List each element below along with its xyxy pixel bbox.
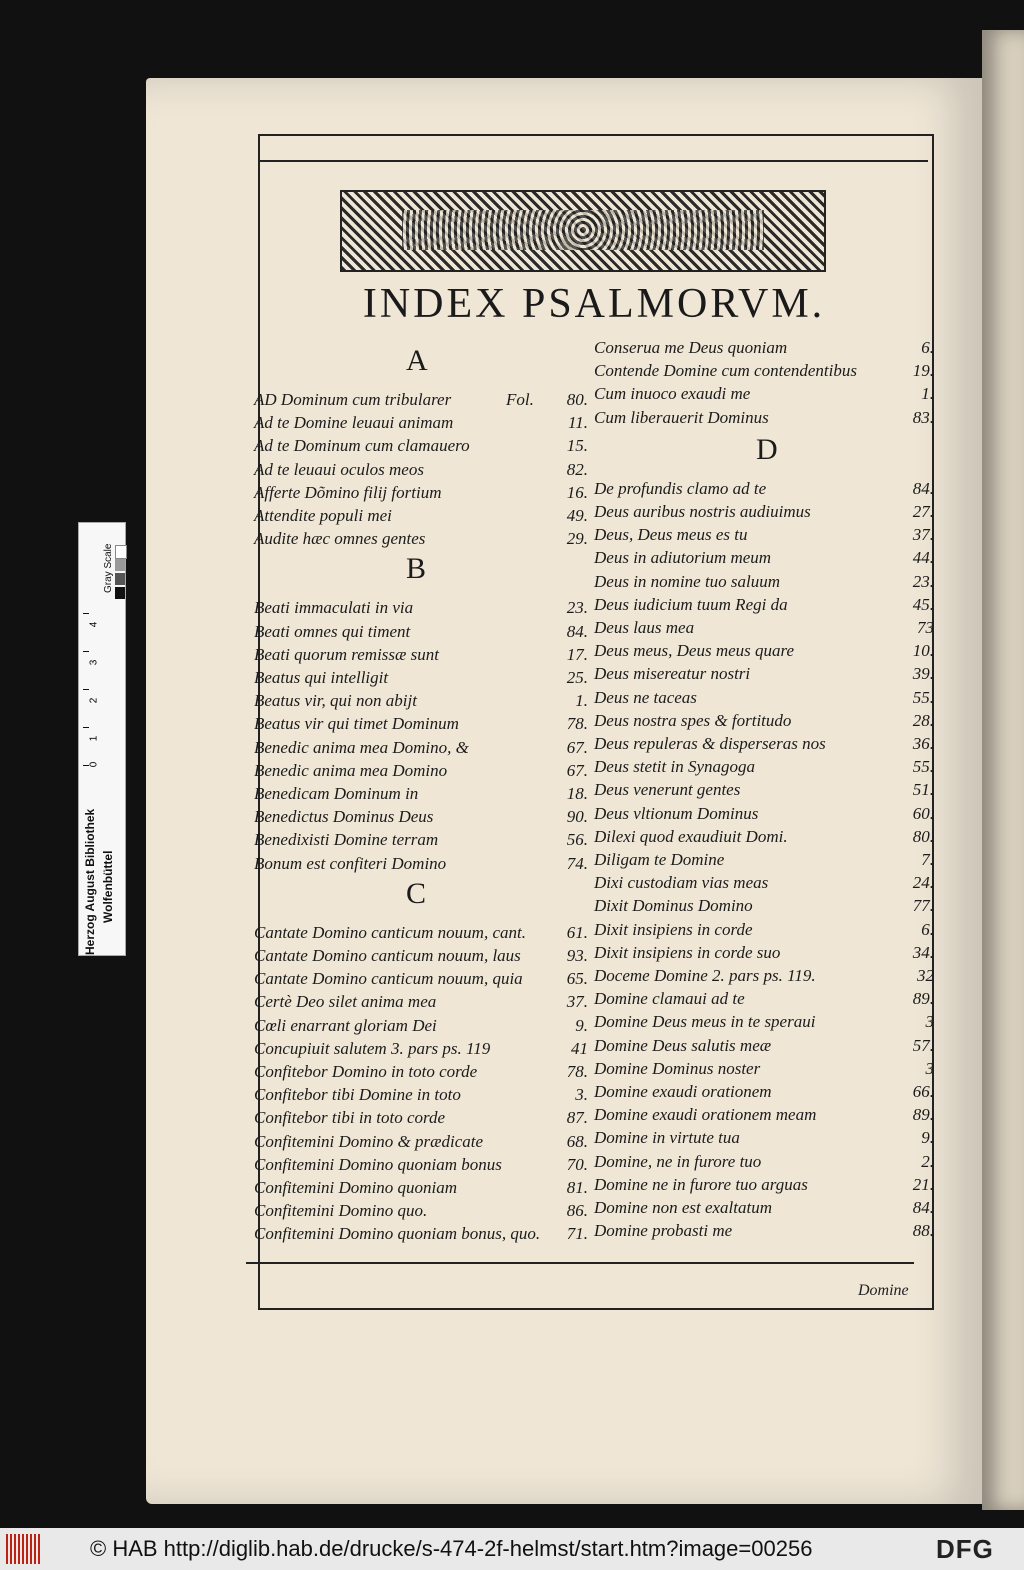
index-entry: Beatus vir, qui non abijt <box>254 691 417 711</box>
folio-number: 44. <box>912 548 934 568</box>
folio-number: 32 <box>917 966 934 985</box>
folio-number: 84. <box>912 478 934 498</box>
folio-number: 83. <box>912 407 934 427</box>
folio-label: Fol. <box>506 390 534 409</box>
folio-number: 66. <box>912 1082 934 1101</box>
folio-number: 2. <box>921 1151 934 1171</box>
index-entry: Benedictus Dominus Deus <box>254 807 434 827</box>
index-entry: Confitebor tibi Domine in toto <box>254 1085 461 1105</box>
index-entry: Domine exaudi orationem meam <box>594 1105 817 1125</box>
index-entry: Attendite populi mei <box>254 506 392 525</box>
index-entry: Domine probasti me <box>594 1221 733 1241</box>
folio-number: 61. <box>566 922 588 942</box>
folio-number: 6. <box>921 919 934 939</box>
adjacent-page-edge <box>982 30 1024 1510</box>
index-entry: Dixit Dominus Domino <box>594 896 753 916</box>
folio-number: 15. <box>566 436 588 456</box>
index-entry: Deus meus, Deus meus quare <box>594 641 795 661</box>
index-entry: Confitebor Domino in toto corde <box>254 1062 478 1081</box>
index-entry: Beati omnes qui timent <box>254 621 411 641</box>
index-entry: Deus misereatur nostri <box>594 664 751 684</box>
section-letter-a: A <box>406 344 428 377</box>
index-entry: Deus stetit in Synagoga <box>594 757 756 777</box>
folio-number: 9. <box>921 1128 934 1148</box>
index-entry: Bonum est confiteri Domino <box>254 853 447 873</box>
folio-number: 1. <box>575 691 588 711</box>
folio-number: 34. <box>912 942 934 962</box>
folio-number: 7. <box>921 850 934 869</box>
folio-number: 70. <box>566 1154 588 1174</box>
folio-number: 19. <box>912 361 934 381</box>
section-letter-d: D <box>756 432 778 466</box>
folio-number: 67. <box>566 737 588 757</box>
source-credit-link[interactable]: © HAB http://diglib.hab.de/drucke/s-474-2f-helmst/start.htm?image=00256 <box>90 1536 813 1561</box>
folio-number: 23. <box>912 571 934 591</box>
folio-number: 87. <box>566 1108 588 1128</box>
folio-number: 51. <box>912 780 934 800</box>
section-letter-b: B <box>406 552 427 586</box>
folio-number: 84. <box>912 1198 934 1217</box>
folio-number: 10. <box>912 641 934 661</box>
folio-number: 25. <box>566 668 588 687</box>
index-entry: Cantate Domino canticum nouum, cant. <box>254 922 526 942</box>
index-entry: Cœli enarrant gloriam Dei <box>254 1015 437 1035</box>
dfg-logo: DFG <box>936 1534 994 1564</box>
folio-number: 3 <box>925 1012 934 1032</box>
index-entry: Beatus qui intelligit <box>254 668 389 687</box>
folio-number: 57. <box>912 1035 934 1055</box>
folio-number: 49. <box>566 506 588 525</box>
index-entry: Conserua me Deus quoniam <box>594 338 788 357</box>
index-entry: Concupiuit salutem 3. pars ps. 119 <box>254 1038 491 1058</box>
ruler-tick-2: 2 <box>88 697 100 704</box>
index-entry: Confitemini Domino & prædicate <box>254 1131 484 1151</box>
index-entry: Domine Dominus noster <box>594 1058 761 1078</box>
index-entry: Domine non est exaltatum <box>594 1198 772 1217</box>
footer-bar <box>0 1528 1024 1570</box>
index-entry: Deus ne taceas <box>594 687 697 707</box>
folio-number: 86. <box>566 1201 588 1221</box>
folio-number: 73 <box>917 618 934 637</box>
ruler-tick-1: 1 <box>88 735 100 742</box>
folio-number: 90. <box>566 807 588 827</box>
index-entry: Confitemini Domino quoniam <box>254 1178 458 1197</box>
index-entry: Benedicam Dominum in <box>254 784 419 803</box>
folio-number: 56. <box>566 830 588 850</box>
folio-number: 11. <box>568 413 588 433</box>
folio-number: 81. <box>566 1178 588 1197</box>
folio-number: 16. <box>566 482 588 502</box>
index-entry: Dilexi quod exaudiuit Domi. <box>594 826 788 846</box>
index-entry: Ad te Dominum cum clamauero <box>254 436 470 456</box>
index-entry: Audite hæc omnes gentes <box>254 529 426 549</box>
index-entry: Ad te leuaui oculos meos <box>254 459 424 479</box>
index-entry: Deus iudicium tuum Regi da <box>594 594 788 614</box>
index-entry: Deus in adiutorium meum <box>594 548 772 568</box>
index-entry: Benedixisti Domine terram <box>254 830 439 850</box>
folio-number: 68. <box>566 1131 588 1151</box>
section-letter-c: C <box>406 876 427 910</box>
index-entry: Deus in nomine tuo saluum <box>594 571 781 591</box>
folio-number: 80. <box>566 390 588 409</box>
institution-city: Wolfenbüttel <box>101 850 115 923</box>
index-entry: Confitemini Domino quo. <box>254 1201 428 1221</box>
index-entry: Confitebor tibi in toto corde <box>254 1108 446 1128</box>
gray-swatch <box>115 559 125 571</box>
folio-number: 67. <box>566 760 588 780</box>
index-entry: Deus repuleras & dispersеras nos <box>594 734 826 753</box>
index-entry: Benedic anima mea Domino, & <box>254 737 469 757</box>
folio-number: 89. <box>912 989 934 1009</box>
index-entry: Cum liberauerit Dominus <box>594 407 769 427</box>
catchword: Domine <box>858 1282 909 1299</box>
folio-number: 28. <box>912 710 934 730</box>
index-entry: Domine in virtute tua <box>594 1128 740 1148</box>
index-entry: Contende Domine cum contendentibus <box>594 361 857 381</box>
folio-number: 1. <box>921 384 934 404</box>
institution-name: Herzog August Bibliothek <box>83 808 97 955</box>
folio-number: 3 <box>925 1058 934 1078</box>
index-entry: Dixi custodiam vias meas <box>594 873 769 893</box>
white-swatch <box>115 545 127 559</box>
index-entry: Domine Deus salutis meæ <box>594 1035 772 1055</box>
index-entry: Beati immaculati in via <box>254 598 414 618</box>
index-entry: Confitemini Domino quoniam bonus, quo. <box>254 1224 541 1244</box>
folio-number: 17. <box>566 644 588 664</box>
folio-number: 41 <box>571 1038 588 1058</box>
folio-number: 82. <box>566 459 588 479</box>
index-entry: Deus auribus nostris audiuimus <box>594 502 811 521</box>
gray-scale-label: Gray Scale <box>103 543 114 593</box>
index-entry: Certè Deo silet anima mea <box>254 992 437 1012</box>
ruler-tick-4: 4 <box>88 621 100 628</box>
gray-scale-ruler <box>78 522 126 956</box>
index-entry: Cantate Domino canticum nouum, laus <box>254 946 521 965</box>
folio-number: 9. <box>575 1015 588 1035</box>
index-entry: Ad te Domine leuaui animam <box>254 413 454 433</box>
folio-number: 39. <box>912 664 934 684</box>
folio-number: 24. <box>912 873 934 893</box>
folio-number: 45. <box>912 594 934 614</box>
index-entry: Domine exaudi orationem <box>594 1082 772 1101</box>
index-entry: Domine Deus meus in te speraui <box>594 1012 816 1032</box>
index-entry: Domine, ne in furore tuo <box>594 1151 762 1171</box>
folio-number: 23. <box>566 598 588 618</box>
index-entry: Afferte Dõmino filij fortium <box>254 482 442 502</box>
index-entry: Cum inuoco exaudi me <box>594 384 751 404</box>
dark-gray-swatch <box>115 573 125 585</box>
folio-number: 36. <box>912 734 934 753</box>
folio-number: 3. <box>575 1085 588 1105</box>
folio-number: 78. <box>566 714 588 734</box>
index-entry: Deus, Deus meus es tu <box>594 525 748 545</box>
frame-rule-top <box>260 160 928 162</box>
folio-number: 60. <box>912 803 934 823</box>
index-entry: Benedic anima mea Domino <box>254 760 448 780</box>
folio-number: 55. <box>912 757 934 777</box>
index-entry: Confitemini Domino quoniam bonus <box>254 1154 502 1174</box>
index-entry: Dixit insipiens in corde <box>594 919 753 939</box>
folio-number: 6. <box>921 338 934 357</box>
page-title: INDEX PSALMORVM. <box>362 281 826 327</box>
index-entry: Doceme Domine 2. pars ps. 119. <box>594 966 816 985</box>
folio-number: 84. <box>566 621 588 641</box>
folio-number: 71. <box>566 1224 588 1244</box>
folio-number: 18. <box>566 784 588 803</box>
folio-number: 21. <box>912 1174 934 1194</box>
index-entry: Diligam te Domine <box>594 850 725 869</box>
folio-number: 80. <box>912 826 934 846</box>
folio-number: 65. <box>566 969 588 989</box>
index-entry: Domine ne in furore tuo arguas <box>594 1174 808 1194</box>
hab-logo-icon <box>6 1534 42 1564</box>
folio-number: 89. <box>912 1105 934 1125</box>
folio-number: 55. <box>912 687 934 707</box>
folio-number: 93. <box>566 946 588 965</box>
index-entry: AD Dominum cum tribularer <box>254 390 452 409</box>
folio-number: 27. <box>912 502 934 521</box>
black-swatch <box>115 587 125 599</box>
folio-number: 74. <box>566 853 588 873</box>
index-entry: Deus vltionum Dominus <box>594 803 759 823</box>
index-entry: De profundis clamo ad te <box>594 478 767 498</box>
folio-number: 78. <box>566 1062 588 1081</box>
index-entry: Beatus vir qui timet Dominum <box>254 714 459 734</box>
index-entry: Beati quorum remissæ sunt <box>254 644 439 664</box>
index-entry: Deus venerunt gentes <box>594 780 741 800</box>
folio-number: 88. <box>912 1221 934 1241</box>
folio-number: 37. <box>566 992 588 1012</box>
index-entry: Domine clamaui ad te <box>594 989 745 1009</box>
ruler-tick-0: 0 <box>88 761 100 768</box>
frame-rule-bottom <box>246 1262 914 1264</box>
ornamental-headpiece <box>340 190 826 272</box>
folio-number: 29. <box>566 529 588 549</box>
index-entry: Deus nostra spes & fortitudo <box>594 710 792 730</box>
folio-number: 77. <box>912 896 934 916</box>
index-entry: Deus laus mea <box>594 618 695 637</box>
folio-number: 37. <box>912 525 934 545</box>
index-entry: Dixit insipiens in corde suo <box>594 942 781 962</box>
index-entry: Cantate Domino canticum nouum, quia <box>254 969 523 989</box>
ruler-tick-3: 3 <box>88 659 100 666</box>
